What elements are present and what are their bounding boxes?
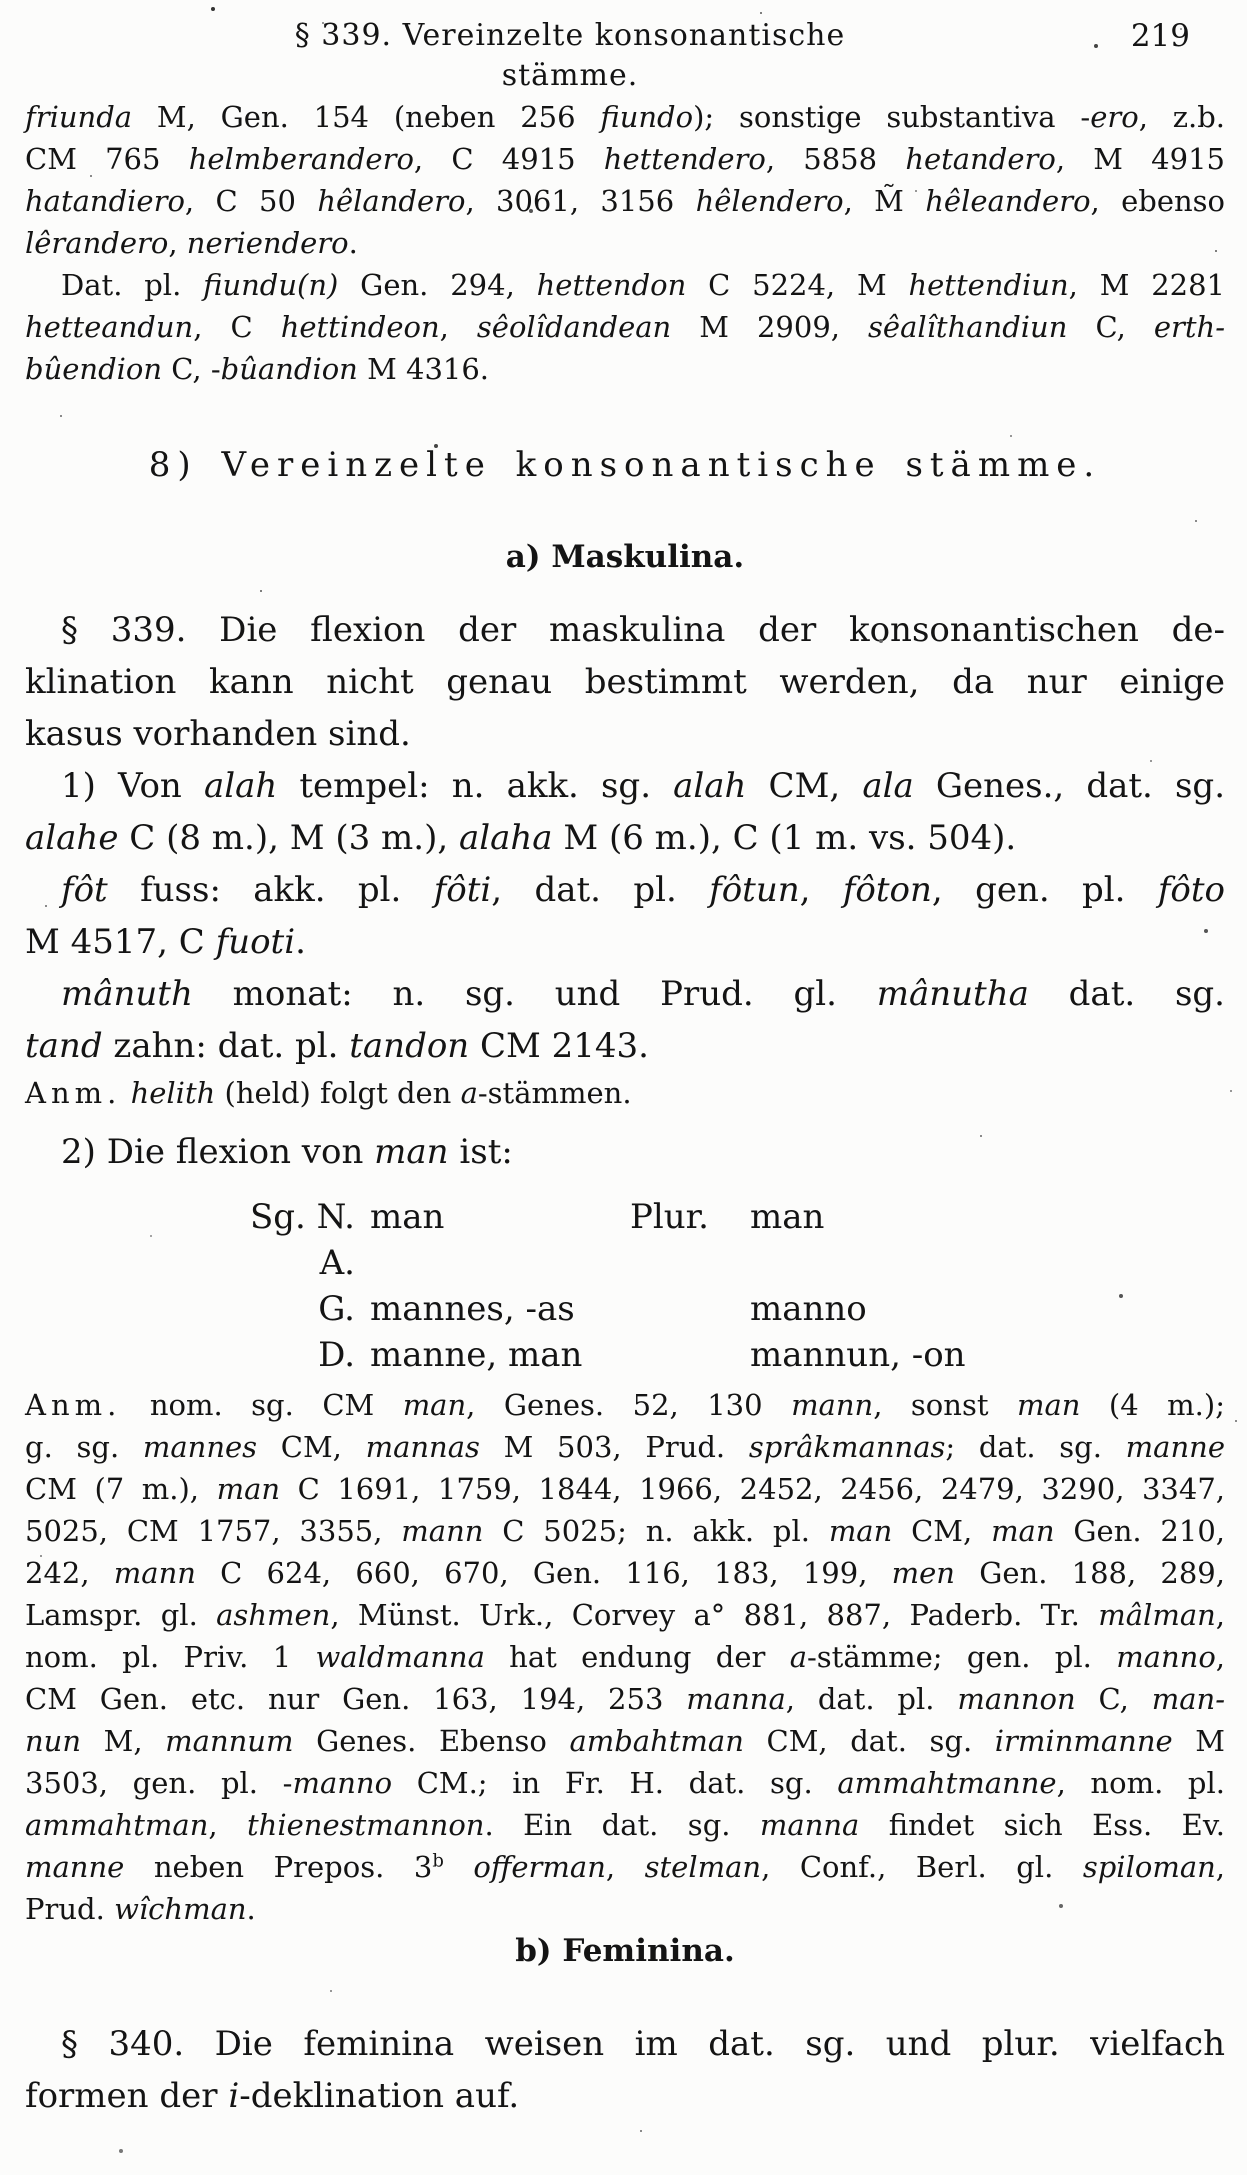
table-cell: Plur. (630, 1197, 709, 1237)
paragraph (25, 264, 1225, 390)
page-header (25, 16, 1225, 93)
paragraph (25, 604, 1225, 760)
text-line: hatandiero, C 50 hêlandero, 3061, 3156 hêlendero, M̃ hêleandero, ebenso (25, 184, 1226, 218)
text-line: CM Gen. etc. nur Gen. 163, 194, 253 manna, dat. pl. mannon C, man- (25, 1682, 1226, 1716)
sub-heading: b) Feminina. (515, 1933, 735, 1969)
text-line: nun M, mannum Genes. Ebenso ambahtman CM, dat. sg. irminmanne M (25, 1724, 1225, 1758)
table-cell (630, 1286, 735, 1332)
table-cell (630, 1332, 735, 1378)
paragraph (25, 1126, 1225, 1178)
text-line: Prud. wîchman. (25, 1892, 256, 1926)
text-line: lêrandero, neriendero. (25, 226, 358, 260)
table-cell: mannun, -on (750, 1335, 966, 1375)
table-cell: manne, man (370, 1335, 583, 1375)
text-line: 2) Die flexion von man ist: (61, 1132, 513, 1172)
text-line: hetteandun, C hettindeon, sêolîdandean M 2909, sêalîthandiun C, erth- (25, 310, 1226, 344)
text-line: nom. pl. Priv. 1 waldmanna hat endung der a-stämme; gen. pl. manno, (25, 1640, 1226, 1674)
table-cell: D. (318, 1335, 355, 1375)
text-line: 242, mann C 624, 660, 670, Gen. 116, 183, 199, men Gen. 188, 289, (25, 1556, 1225, 1590)
text-line: bûendion C, -bûandion M 4316. (25, 352, 490, 386)
text-line: CM 765 helmberandero, C 4915 hettendero, 5858 hetandero, M 4915 (25, 142, 1225, 176)
table-cell: Sg. N. A. (249, 1197, 355, 1283)
text-line: CM (7 m.), man C 1691, 1759, 1844, 1966, 2452, 2456, 2479, 3290, 3347, (25, 1472, 1225, 1506)
table-cell: G. (318, 1289, 355, 1329)
declension-table (205, 1194, 1225, 1378)
text-line: Anm. helith (held) folgt den a-stämmen. (25, 1076, 632, 1110)
paragraph (25, 864, 1225, 968)
text-line: g. sg. mannes CM, mannas M 503, Prud. sprâkmannas; dat. sg. manne (25, 1430, 1225, 1464)
paragraph (25, 1384, 1225, 1930)
paragraph (25, 968, 1225, 1072)
scan-noise (0, 0, 2, 2)
text-line: M 4517, C fuoti. (25, 922, 306, 962)
page-number: 219 (1130, 18, 1190, 54)
text-line: § 339. Die flexion der maskulina der konsonantischen de- (61, 610, 1225, 650)
table-cell: man (750, 1197, 825, 1237)
text-line: § 340. Die feminina weisen im dat. sg. und plur. vielfach (61, 2024, 1225, 2064)
text-line: 3503, gen. pl. -manno CM.; in Fr. H. dat. sg. ammahtmanne, nom. pl. (25, 1766, 1225, 1800)
text-line: kasus vorhanden sind. (25, 714, 411, 754)
paragraph (25, 1072, 1225, 1114)
text-line: alahe C (8 m.), M (3 m.), alaha M (6 m.), C (1 m. vs. 504). (25, 818, 1017, 858)
text-line: 1) Von alah tempel: n. akk. sg. alah CM, ala Genes., dat. sg. (61, 766, 1226, 806)
text-line: Dat. pl. fiundu(n) Gen. 294, hettendon C 5224, M hettendiun, M 2281 (61, 268, 1226, 302)
text-line: Lamspr. gl. ashmen, Münst. Urk., Corvey a° 881, 887, Paderb. Tr. mâlman, (25, 1598, 1225, 1632)
sub-heading: a) Maskulina. (505, 539, 745, 575)
table-cell: man (370, 1197, 445, 1237)
text-line: ammahtman, thienestmannon. Ein dat. sg. manna findet sich Ess. Ev. (25, 1808, 1226, 1842)
text-line: 5025, CM 1757, 3355, mann C 5025; n. akk. pl. man CM, man Gen. 210, (25, 1514, 1225, 1548)
table-cell: manno (750, 1289, 867, 1329)
text-line: formen der i-deklination auf. (25, 2076, 520, 2116)
text-line: fôt fuss: akk. pl. fôti, dat. pl. fôtun, fôton, gen. pl. fôto (61, 870, 1225, 910)
paragraph (25, 96, 1225, 264)
paragraph (25, 760, 1225, 864)
text-line: manne neben Prepos. 3$^b$ offerman, stelman, Conf., Berl. gl. spiloman, (25, 1850, 1225, 1884)
section-heading: 8) Vereinzelte konsonantische stämme. (148, 445, 1102, 485)
running-head-title: § 339. Vereinzelte konsonantische stämme. (294, 18, 846, 93)
paragraph (25, 2018, 1225, 2122)
text-line: Anm. nom. sg. CM man, Genes. 52, 130 mann, sonst man (4 m.); (25, 1388, 1225, 1422)
page-content (25, 96, 1225, 2122)
table-cell: mannes, -as (370, 1289, 575, 1329)
text-line: mânuth monat: n. sg. und Prud. gl. mânutha dat. sg. (61, 974, 1225, 1014)
text-line: klination kann nicht genau bestimmt werden, da nur einige (25, 662, 1225, 702)
text-line: tand zahn: dat. pl. tandon CM 2143. (25, 1026, 649, 1066)
text-line: friunda M, Gen. 154 (neben 256 fiundo); sonstige substantiva -ero, z.b. (25, 100, 1225, 134)
